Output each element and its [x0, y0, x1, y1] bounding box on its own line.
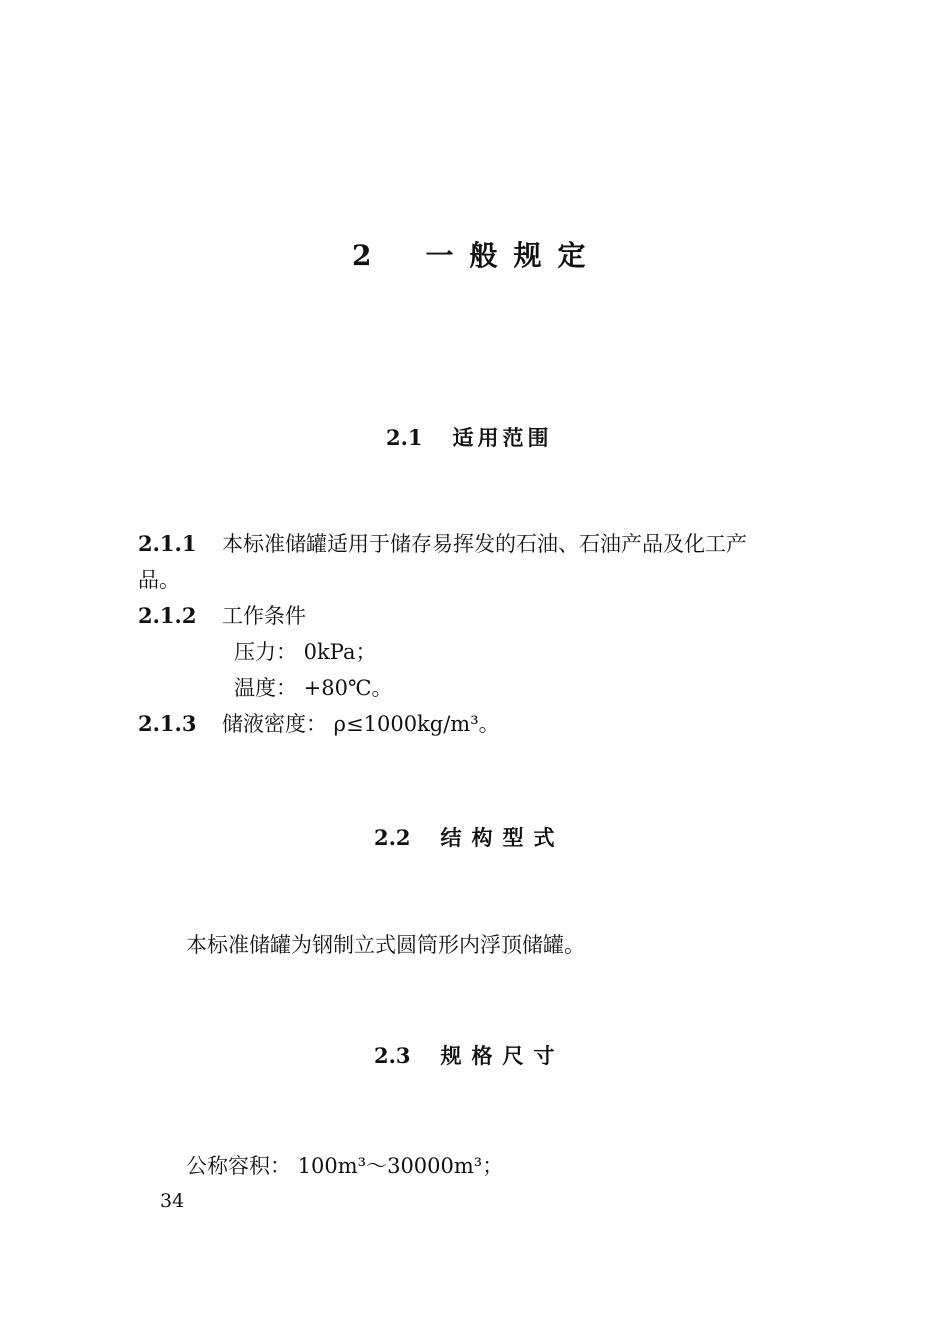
- section-heading-2-1: [386, 422, 553, 452]
- clause-text: 储液密度： ρ≤1000kg/m³。: [222, 712, 500, 736]
- clause-text: 工作条件: [222, 604, 306, 628]
- clause-2-1-1: [138, 526, 747, 598]
- clause-text-continued: 品。: [138, 568, 180, 592]
- section-title: 规格尺寸: [440, 1043, 565, 1068]
- section-title: 适用范围: [452, 425, 553, 450]
- chapter-heading: [352, 234, 602, 274]
- section-number: 2.1: [386, 425, 423, 450]
- section-number: 2.3: [374, 1043, 411, 1068]
- pressure-condition: 压力： 0kPa；: [234, 640, 377, 664]
- clause-number: 2.1.2: [138, 603, 197, 628]
- clause-2-1-2: [138, 598, 306, 634]
- section-title: 结构型式: [440, 825, 565, 850]
- section-heading-2-3: [374, 1040, 565, 1070]
- chapter-number: 2: [352, 239, 374, 272]
- section-number: 2.2: [374, 825, 411, 850]
- temperature-condition: 温度： +80℃。: [234, 676, 393, 700]
- clause-2-1-3: [138, 706, 500, 742]
- capacity-paragraph: 公称容积： 100m³～30000m³；: [186, 1154, 504, 1178]
- chapter-title: 一般规定: [425, 239, 602, 272]
- clause-number: 2.1.3: [138, 711, 197, 736]
- section-heading-2-2: [374, 822, 565, 852]
- page-number: 34: [160, 1190, 185, 1212]
- clause-number: 2.1.1: [138, 531, 197, 556]
- structure-paragraph: 本标准储罐为钢制立式圆筒形内浮顶储罐。: [186, 933, 585, 957]
- clause-text: 本标准储罐适用于储存易挥发的石油、石油产品及化工产: [222, 532, 747, 556]
